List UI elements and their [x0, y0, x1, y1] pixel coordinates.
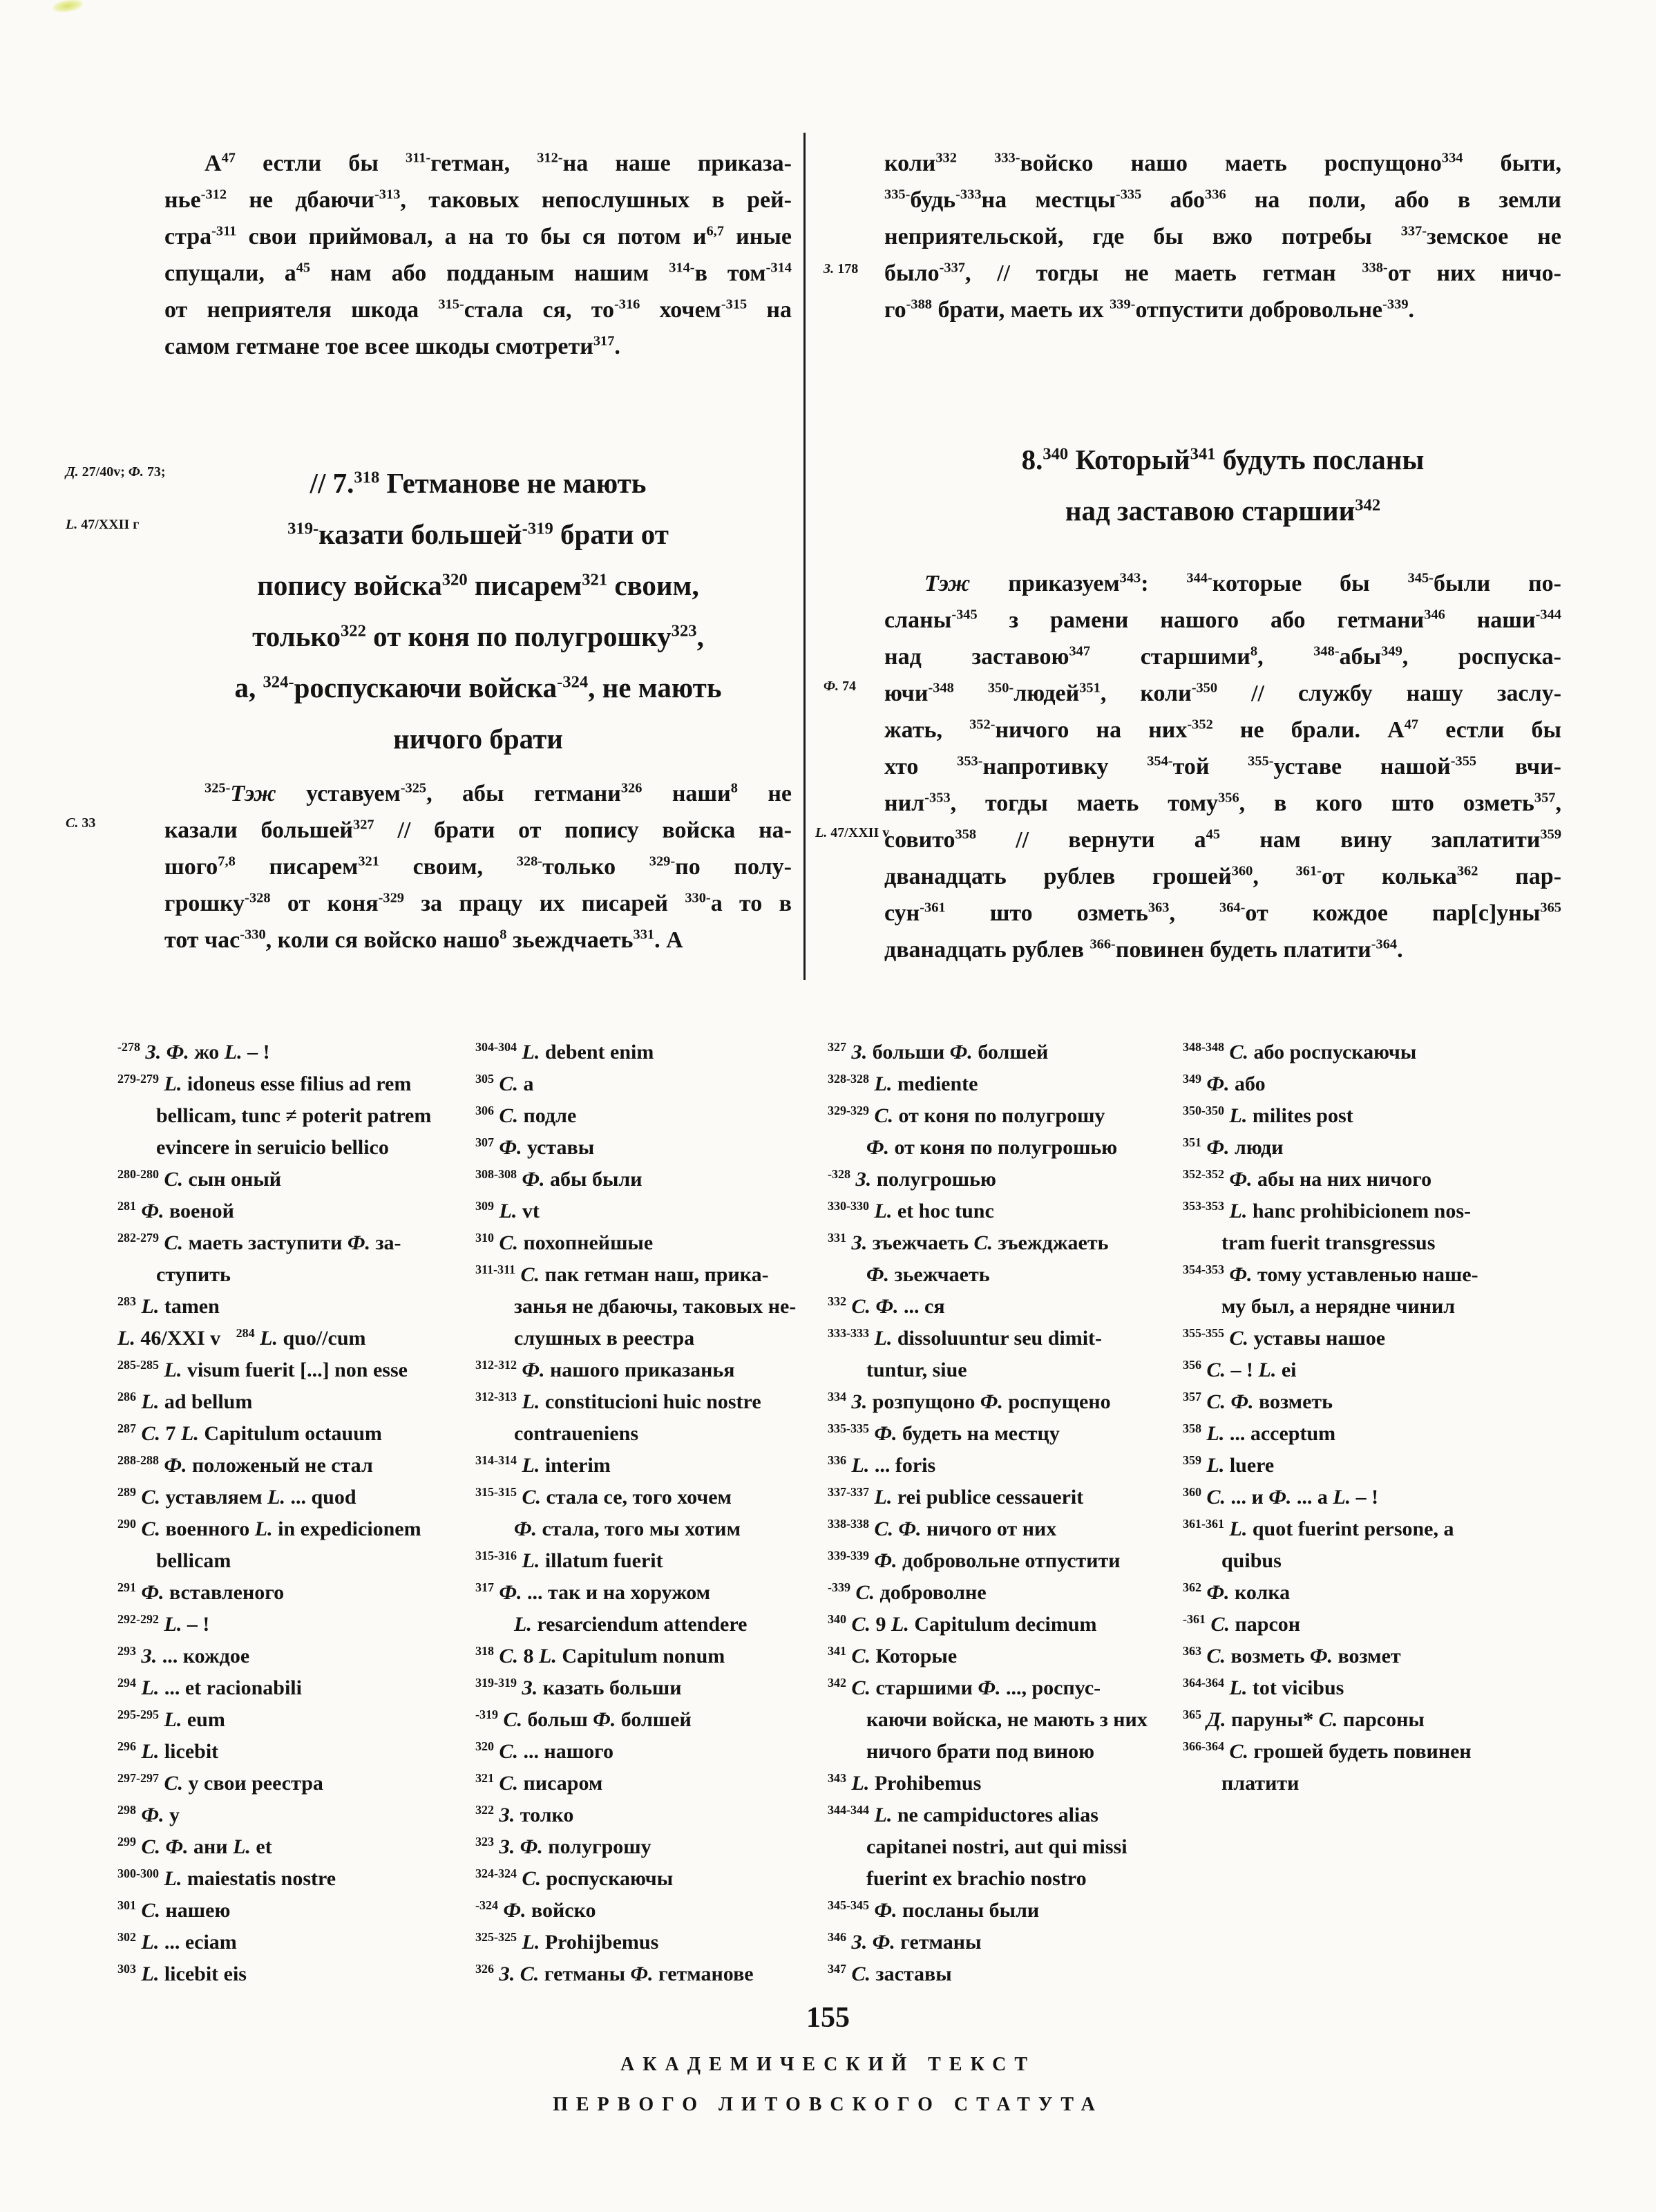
apparatus-entry: $^{290}$ С. военного L. in expedicionem bellicam [117, 1517, 421, 1572]
text-line: ючи$^{-348}$ $^{350-}$людей$^{351}$, коли$^{-350}$ // службу нашу заслу- [884, 680, 1562, 706]
apparatus-entry: $^{317}$ Ф. ... так и на хоружом L. resarciendum attendere [475, 1580, 748, 1636]
text-line: дванадцать рублев $^{366-}$повинен будеть платити$^{-364}$. [884, 936, 1403, 963]
text-line: шого$^{7,8}$ писарем$^{321}$ своим, $^{328-}$только $^{329-}$по полу- [164, 853, 792, 880]
apparatus-entry: $^{306}$ С. подле [475, 1104, 577, 1127]
apparatus-entry: $^{336}$ L. ... foris [828, 1453, 936, 1477]
apparatus-entry: $^{332}$ С. Ф. ... ся [828, 1294, 945, 1318]
paragraph-left-1 [164, 145, 792, 365]
apparatus-entry: $^{356}$ С. – ! L. ei [1183, 1358, 1297, 1381]
paragraph-left-2 [164, 775, 792, 958]
margin-note: Ф. 74 [824, 679, 857, 694]
text-line: ничого брати [393, 723, 563, 755]
apparatus-entry: $^{309}$ L. vt [475, 1199, 540, 1222]
text-line: $^{325-}$Тэж уставуем$^{-325}$, абы гетмани$^{326}$ наши$^8$ не [204, 780, 792, 806]
apparatus-entry: $^{343}$ L. Prohibemus [828, 1771, 982, 1795]
apparatus-column-2 [475, 1037, 819, 1990]
apparatus-column-3 [828, 1037, 1173, 1990]
apparatus-entry: $^{294}$ L. ... et racionabili [117, 1676, 302, 1699]
apparatus-entry: $^{298}$ Ф. у [117, 1803, 180, 1826]
apparatus-entry: $^{351}$ Ф. люди [1183, 1135, 1284, 1159]
text-line: сланы$^{-345}$ з рамени нашого або гетмани$^{346}$ наши$^{-344}$ [884, 607, 1561, 633]
apparatus-entry: $^{291}$ Ф. вставленого [117, 1580, 285, 1604]
apparatus-entry: $^{310}$ С. похопнейшые [475, 1231, 654, 1254]
apparatus-entry: $^{330-330}$ L. et hoc tunc [828, 1199, 994, 1222]
text-line: было$^{-337}$, // тогды не маеть гетман $^{338-}$от них ничо- [884, 260, 1561, 286]
green-scan-mark-icon [52, 0, 84, 14]
apparatus-entry: $^{324-324}$ С. роспускаючы [475, 1866, 674, 1890]
apparatus-entry: $^{364-364}$ L. tot vicibus [1183, 1676, 1344, 1699]
apparatus-entry: $^{319-319}$ З. казать больши [475, 1676, 682, 1699]
apparatus-entry: $^{315-316}$ L. illatum fuerit [475, 1549, 663, 1572]
apparatus-entry: $^{361-361}$ L. quot fuerint persone, a quibus [1183, 1517, 1454, 1572]
apparatus-entry: $^{358}$ L. ... acceptum [1183, 1421, 1336, 1445]
text-line: $го^{-388}$ брати, маеть их $^{339-}$отпустити добровольне$^{-339}$. [884, 296, 1415, 323]
text-line: нье$^{-312}$ не дбаючи$^{-313}$, таковых непослушных в рей- [164, 187, 792, 213]
apparatus-entry: $^{312-313}$ L. constitucioni huic nostre contraueniens [475, 1390, 761, 1445]
apparatus-entry: $^{342}$ С. старшими Ф. ..., роспус- каючи войска, не мають з них ничого брати под виною [828, 1676, 1148, 1763]
apparatus-entry: $^{365}$ Д. паруны* С. парсоны [1183, 1708, 1425, 1731]
text-line: от неприятеля шкода $^{315-}$стала ся, $то^{-316}$ хочем$^{-315}$ на [164, 296, 792, 323]
apparatus-entry: $^{353-353}$ L. hanc prohibicionem nos- tram fuerit transgressus [1183, 1199, 1471, 1254]
paragraph-right-2 [884, 565, 1561, 968]
apparatus-entry: $^{311-311}$ С. пак гетман наш, прика- занья не дбаючы, таковых не- слушных в реестра [475, 1263, 797, 1350]
apparatus-entry: $^{280-280}$ С. сын оный [117, 1167, 282, 1191]
margin-note: С. 33 [66, 815, 96, 831]
text-line: спущали, $а^{45}$ нам або подданым нашим $^{314-}$в том$^{-314}$ [164, 260, 792, 286]
apparatus-entry: $^{297-297}$ С. у свои реестра [117, 1771, 323, 1795]
apparatus-entry: $^{357}$ С. Ф. возметь [1183, 1390, 1333, 1413]
text-line: нил$^{-353}$, тогды маеть тому$^{356}$, в кого што озметь$^{357}$, [884, 790, 1561, 816]
text-line: // 7.$^{318}$ Гетманове не мають [310, 467, 647, 499]
text-line: попису войска$^{320}$ писарем$^{321}$ своим, [257, 569, 699, 601]
apparatus-entry: $^{283}$ L. tamen [117, 1294, 220, 1318]
apparatus-entry: $^{293}$ З. ... кождое [117, 1644, 250, 1667]
page-number: 155 [806, 2002, 850, 2034]
apparatus-entry: $^{287}$ С. 7 L. Capitulum octauum [117, 1421, 382, 1445]
margin-note: L. 47/XXII г [66, 517, 140, 532]
chapter-heading-7 [164, 457, 792, 764]
apparatus-entry: $^{296}$ L. licebit [117, 1739, 219, 1763]
apparatus-entry: $^{341}$ С. Которые [828, 1644, 958, 1667]
apparatus-entry: $^{327}$ З. больши Ф. болшей [828, 1040, 1049, 1064]
apparatus-entry: $^{337-337}$ L. rei publice cessauerit [828, 1485, 1084, 1509]
apparatus-entry: $^{339-339}$ Ф. добровольне отпустити [828, 1549, 1121, 1572]
text-line: коли$^{332}$ $^{333-}$войско нашо маеть роспущоно$^{334}$ быти, [884, 150, 1562, 176]
text-line: грошку$^{-328}$ от коня$^{-329}$ за працу их писарей $^{330-}$а то в [164, 890, 792, 916]
apparatus-entry: $^{301}$ С. нашею [117, 1898, 231, 1922]
apparatus-entry: $^{323}$ З. Ф. полугрошу [475, 1835, 651, 1858]
apparatus-entry: $^{312-312}$ Ф. нашого приказанья [475, 1358, 735, 1381]
apparatus-entry: $^{354-353}$ Ф. тому уставленью наше- му был, а нерядне чинил [1183, 1263, 1478, 1318]
text-line: только$^{322}$ от коня по полугрошку$^{323}$, [252, 621, 704, 652]
apparatus-entry: $^{363}$ С. возметь Ф. возмет [1183, 1644, 1401, 1667]
apparatus-entry: $^{366-364}$ С. грошей будеть повинен платити [1183, 1739, 1472, 1795]
text-line: стра$^{-311}$ свои приймовал, а на то бы ся потом $и^{6,7}$ иные [164, 223, 792, 249]
apparatus-entry: $^{318}$ С. 8 L. Capitulum nonum [475, 1644, 725, 1667]
apparatus-entry: $^{286}$ L. ad bellum [117, 1390, 253, 1413]
apparatus-entry: $^{-328}$ З. полугрошью [828, 1167, 996, 1191]
apparatus-entry: $^{305}$ С. a [475, 1072, 534, 1095]
apparatus-entry: $^{282-279}$ С. маеть заступити Ф. за- ступить [117, 1231, 401, 1286]
text-line: тот час$^{-330}$, коли ся войско нашо$^8$ зьеждчаеть$^{331}$. А [164, 927, 683, 953]
apparatus-entry: $^{295-295}$ L. eum [117, 1708, 225, 1731]
text-line: самом гетмане тое всее шкоды смотрети$^{317}$. [164, 333, 620, 359]
apparatus-entry: $^{345-345}$ Ф. посланы были [828, 1898, 1040, 1922]
apparatus-entry: $^{314-314}$ L. interim [475, 1453, 611, 1477]
text-line: Тэж приказуем$^{343}$: $^{344-}$которые бы $^{345-}$были по- [924, 570, 1561, 596]
paragraph-right-1 [884, 145, 1561, 328]
apparatus-entry: $^{303}$ L. licebit eis [117, 1962, 247, 1985]
apparatus-entry: $^{359}$ L. luere [1183, 1453, 1275, 1477]
apparatus-entry: $^{325-325}$ L. Prohijbemus [475, 1930, 659, 1954]
text-line: сун$^{-361}$ што озметь$^{363}$, $^{364-}$от кождое пар[с]уны$^{365}$ [884, 900, 1561, 926]
apparatus-entry: $^{350-350}$ L. milites post [1183, 1104, 1353, 1127]
apparatus-entry: $^{307}$ Ф. уставы [475, 1135, 595, 1159]
apparatus-entry: $^{289}$ С. уставляем L. ... quod [117, 1485, 356, 1509]
apparatus-entry: $^{302}$ L. ... eciam [117, 1930, 237, 1954]
text-line: жать, $^{352-}$ничого на них$^{-352}$ не брали. $А^{47}$ естли бы [884, 717, 1561, 743]
apparatus-entry: $^{347}$ С. заставы [828, 1962, 952, 1985]
apparatus-entry: $^{346}$ З. Ф. гетманы [828, 1930, 982, 1954]
apparatus-entry: $^{300-300}$ L. maiestatis nostre [117, 1866, 336, 1890]
apparatus-entry: $^{-339}$ С. доброволне [828, 1580, 987, 1604]
text-line: совито$^{358}$ // вернути $а^{45}$ нам вину заплатити$^{359}$ [884, 826, 1562, 853]
apparatus-entry: $^{-278}$ З. Ф. жо L. – ! [117, 1040, 270, 1064]
apparatus-entry: $^{338-338}$ С. Ф. ничого от них [828, 1517, 1057, 1540]
apparatus-entry: $^{322}$ З. толко [475, 1803, 574, 1826]
apparatus-entry: $^{349}$ Ф. або [1183, 1072, 1266, 1095]
margin-note: L. 47/XXII v [815, 825, 890, 840]
apparatus-column-1 [117, 1037, 461, 1990]
text-line: $^{319-}$казати большей$^{-319}$ брати от [287, 518, 669, 550]
apparatus-entry: $^{315-315}$ С. стала се, того хочем Ф. стала, того мы хотим [475, 1485, 741, 1540]
apparatus-entry: $^{360}$ С. ... и Ф. ... а L. – ! [1183, 1485, 1379, 1509]
apparatus-entry: $^{292-292}$ L. – ! [117, 1612, 210, 1636]
apparatus-entry: $^{308-308}$ Ф. абы были [475, 1167, 643, 1191]
text-line: неприятельской, где бы вжо потребы $^{337-}$земское не [884, 223, 1561, 249]
apparatus-entry: L. 46/XXI v $^{284}$ L. quo//cum [117, 1326, 366, 1350]
apparatus-entry: $^{331}$ З. зъежчаеть С. зъежджаеть Ф. зьежчаеть [828, 1231, 1109, 1286]
column-divider [803, 133, 806, 980]
margin-note: Д. 27/40v; Ф. 73; [66, 464, 166, 480]
apparatus-entry: $^{348-348}$ С. або роспускаючы [1183, 1040, 1417, 1064]
text-line: над заставою старшии$^{342}$ [1065, 495, 1381, 527]
text-line: хто $^{353-}$напротивку $^{354-}$той $^{355-}$уставе нашой$^{-355}$ вчи- [884, 753, 1562, 779]
apparatus-entry: $^{362}$ Ф. колка [1183, 1580, 1291, 1604]
margin-note: З. 178 [824, 261, 859, 276]
apparatus-entry: $^{-319}$ С. больш Ф. болшей [475, 1708, 692, 1731]
apparatus-entry: $^{340}$ С. 9 L. Capitulum decimum [828, 1612, 1097, 1636]
apparatus-entry: $^{320}$ С. ... нашого [475, 1739, 614, 1763]
apparatus-entry: $^{335-335}$ Ф. будеть на местцу [828, 1421, 1060, 1445]
apparatus-entry: $^{344-344}$ L. ne campiductores alias capitanei nostri, aut qui missi fuerint ex brachio nostro [828, 1803, 1127, 1890]
apparatus-entry: $^{355-355}$ С. уставы нашое [1183, 1326, 1386, 1350]
apparatus-entry: $^{279-279}$ L. idoneus esse filius ad rem bellicam, tunc ≠ poterit patrem evincere in seruicio bellico [117, 1072, 432, 1159]
apparatus-entry: $^{352-352}$ Ф. абы на них ничого [1183, 1167, 1432, 1191]
apparatus-entry: $^{326}$ З. С. гетманы Ф. гетманове [475, 1962, 754, 1985]
text-line: $А^{47}$ естли бы $^{311-}$гетман, $^{312-}$на наше приказа- [204, 150, 792, 176]
apparatus-entry: $^{288-288}$ Ф. положеный не стал [117, 1453, 373, 1477]
text-line: дванадцать рублев грошей$^{360}$, $^{361-}$от колька$^{362}$ пар- [884, 863, 1562, 889]
apparatus-entry: $^{304-304}$ L. debent enim [475, 1040, 654, 1064]
apparatus-entry: $^{329-329}$ С. от коня по полугрошу Ф. от коня по полугрошью [828, 1104, 1118, 1159]
apparatus-column-4 [1183, 1037, 1567, 1799]
footer-title-line-1: АКАДЕМИЧЕСКИЙ ТЕКСТ [620, 2054, 1036, 2075]
text-line: над заставою$^{347}$ старшими$^8$, $^{348-}$абы$^{349}$, роспуска- [884, 643, 1561, 670]
apparatus-entry: $^{299}$ С. Ф. ани L. et [117, 1835, 272, 1858]
text-line: $^{335-}$будь$^{-333}$на местцы$^{-335}$ або$^{336}$ на поли, або в земли [884, 187, 1561, 213]
text-line: 8.$^{340}$ Который$^{341}$ будуть посланы [1021, 444, 1425, 475]
apparatus-entry: $^{-361}$ С. парсон [1183, 1612, 1301, 1636]
chapter-heading-8 [884, 434, 1561, 536]
text-line: а, $^{324-}$роспускаючи войска$^{-324}$, не мають [234, 672, 722, 703]
apparatus-entry: $^{281}$ Ф. военой [117, 1199, 234, 1222]
text-line: казали большей$^{327}$ // брати от попису войска на- [164, 817, 792, 843]
apparatus-entry: $^{-324}$ Ф. войско [475, 1898, 596, 1922]
apparatus-entry: $^{321}$ С. писаром [475, 1771, 603, 1795]
apparatus-entry: $^{328-328}$ L. mediente [828, 1072, 978, 1095]
apparatus-entry: $^{285-285}$ L. visum fuerit [...] non esse [117, 1358, 408, 1381]
footer-title-line-2: ПЕРВОГО ЛИТОВСКОГО СТАТУТА [553, 2094, 1103, 2115]
apparatus-entry: $^{333-333}$ L. dissoluuntur seu dimit- tuntur, siue [828, 1326, 1103, 1381]
apparatus-entry: $^{334}$ З. розпущоно Ф. роспущено [828, 1390, 1111, 1413]
